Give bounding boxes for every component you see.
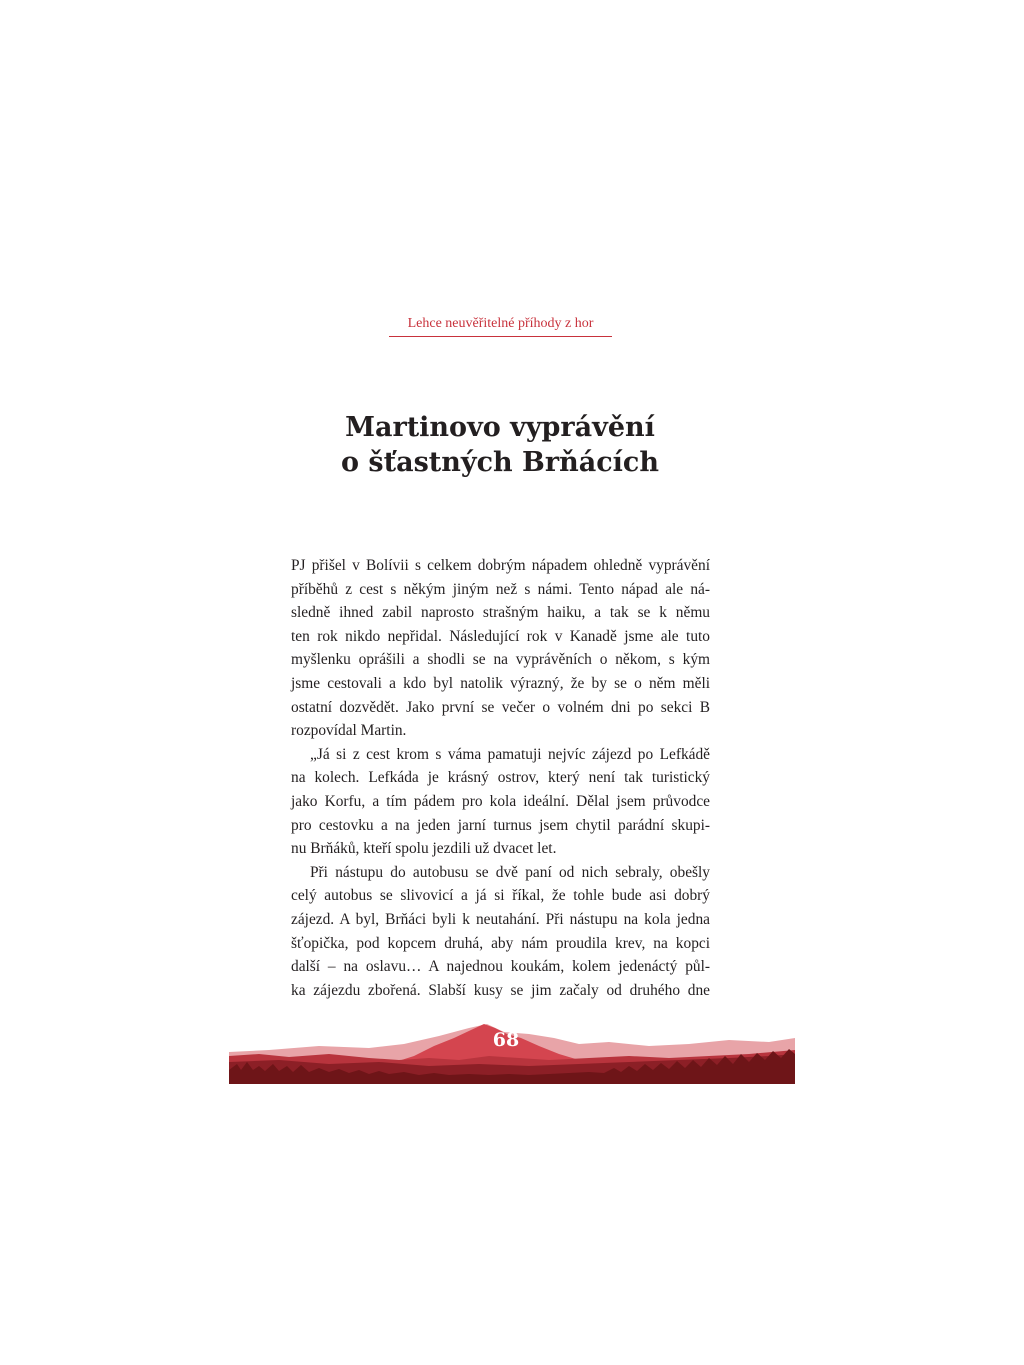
body-line: další – na oslavu… A najednou koukám, kolem jedenáctý půl-	[291, 958, 710, 976]
page-number: 68	[492, 1029, 520, 1051]
body-line: ten rok nikdo nepřidal. Následující rok v Kanadě jsme ale tuto	[291, 627, 710, 645]
body-line: „Já si z cest krom s váma pamatuji nejvíc zájezd po Lefkádě	[310, 745, 710, 763]
body-line: ka zájezdu zbořená. Slabší kusy se jim začaly od druhého dne	[291, 981, 710, 999]
body-line: PJ přišel v Bolívii s celkem dobrým nápadem ohledně vyprávění	[291, 557, 710, 574]
body-line: celý autobus se slivovicí a já si říkal, že tohle bude asi dobrý	[291, 887, 710, 905]
body-line: nu Brňáků, kteří spolu jezdili už dvacet let.	[291, 840, 557, 858]
body-text	[291, 554, 710, 1002]
body-line: na kolech. Lefkáda je krásný ostrov, který není tak turistický	[291, 769, 710, 787]
body-line: ostatní dozvědět. Jako první se večer o volném dni po sekci B	[291, 698, 710, 716]
body-line: myšlenku oprášili a shodli se na vyprávěních o někom, s kým	[291, 651, 710, 669]
running-head: Lehce neuvěřitelné příhody z hor	[389, 316, 612, 337]
body-line: sledně ihned zabil naprosto strašným haiku, a tak se k němu	[291, 604, 710, 622]
body-line: Při nástupu do autobusu se dvě paní od nich sebraly, obešly	[310, 863, 710, 881]
body-line: jako Korfu, a tím pádem pro kola ideální. Dělal jsem průvodce	[291, 792, 710, 810]
body-line: rozpovídal Martin.	[291, 722, 407, 740]
body-line: příběhů z cest s někým jiným než s námi. Tento nápad ale ná-	[291, 580, 710, 598]
chapter-title-line-1: Martinovo vyprávění	[345, 412, 655, 443]
body-line: pro cestovku a na jeden jarní turnus jsem chytil parádní skupi-	[291, 816, 710, 834]
body-line: jsme cestovali a kdo byl natolik výrazný, že by se o něm měli	[291, 674, 710, 692]
chapter-title	[260, 410, 740, 480]
body-line: zájezd. A byl, Brňáci byli k neutahání. Při nástupu na kola jedna	[291, 910, 710, 928]
body-line: šťopička, pod kopcem druhá, aby nám proudila krev, na kopci	[291, 934, 710, 952]
chapter-title-line-2: o šťastných Brňácích	[341, 447, 659, 478]
